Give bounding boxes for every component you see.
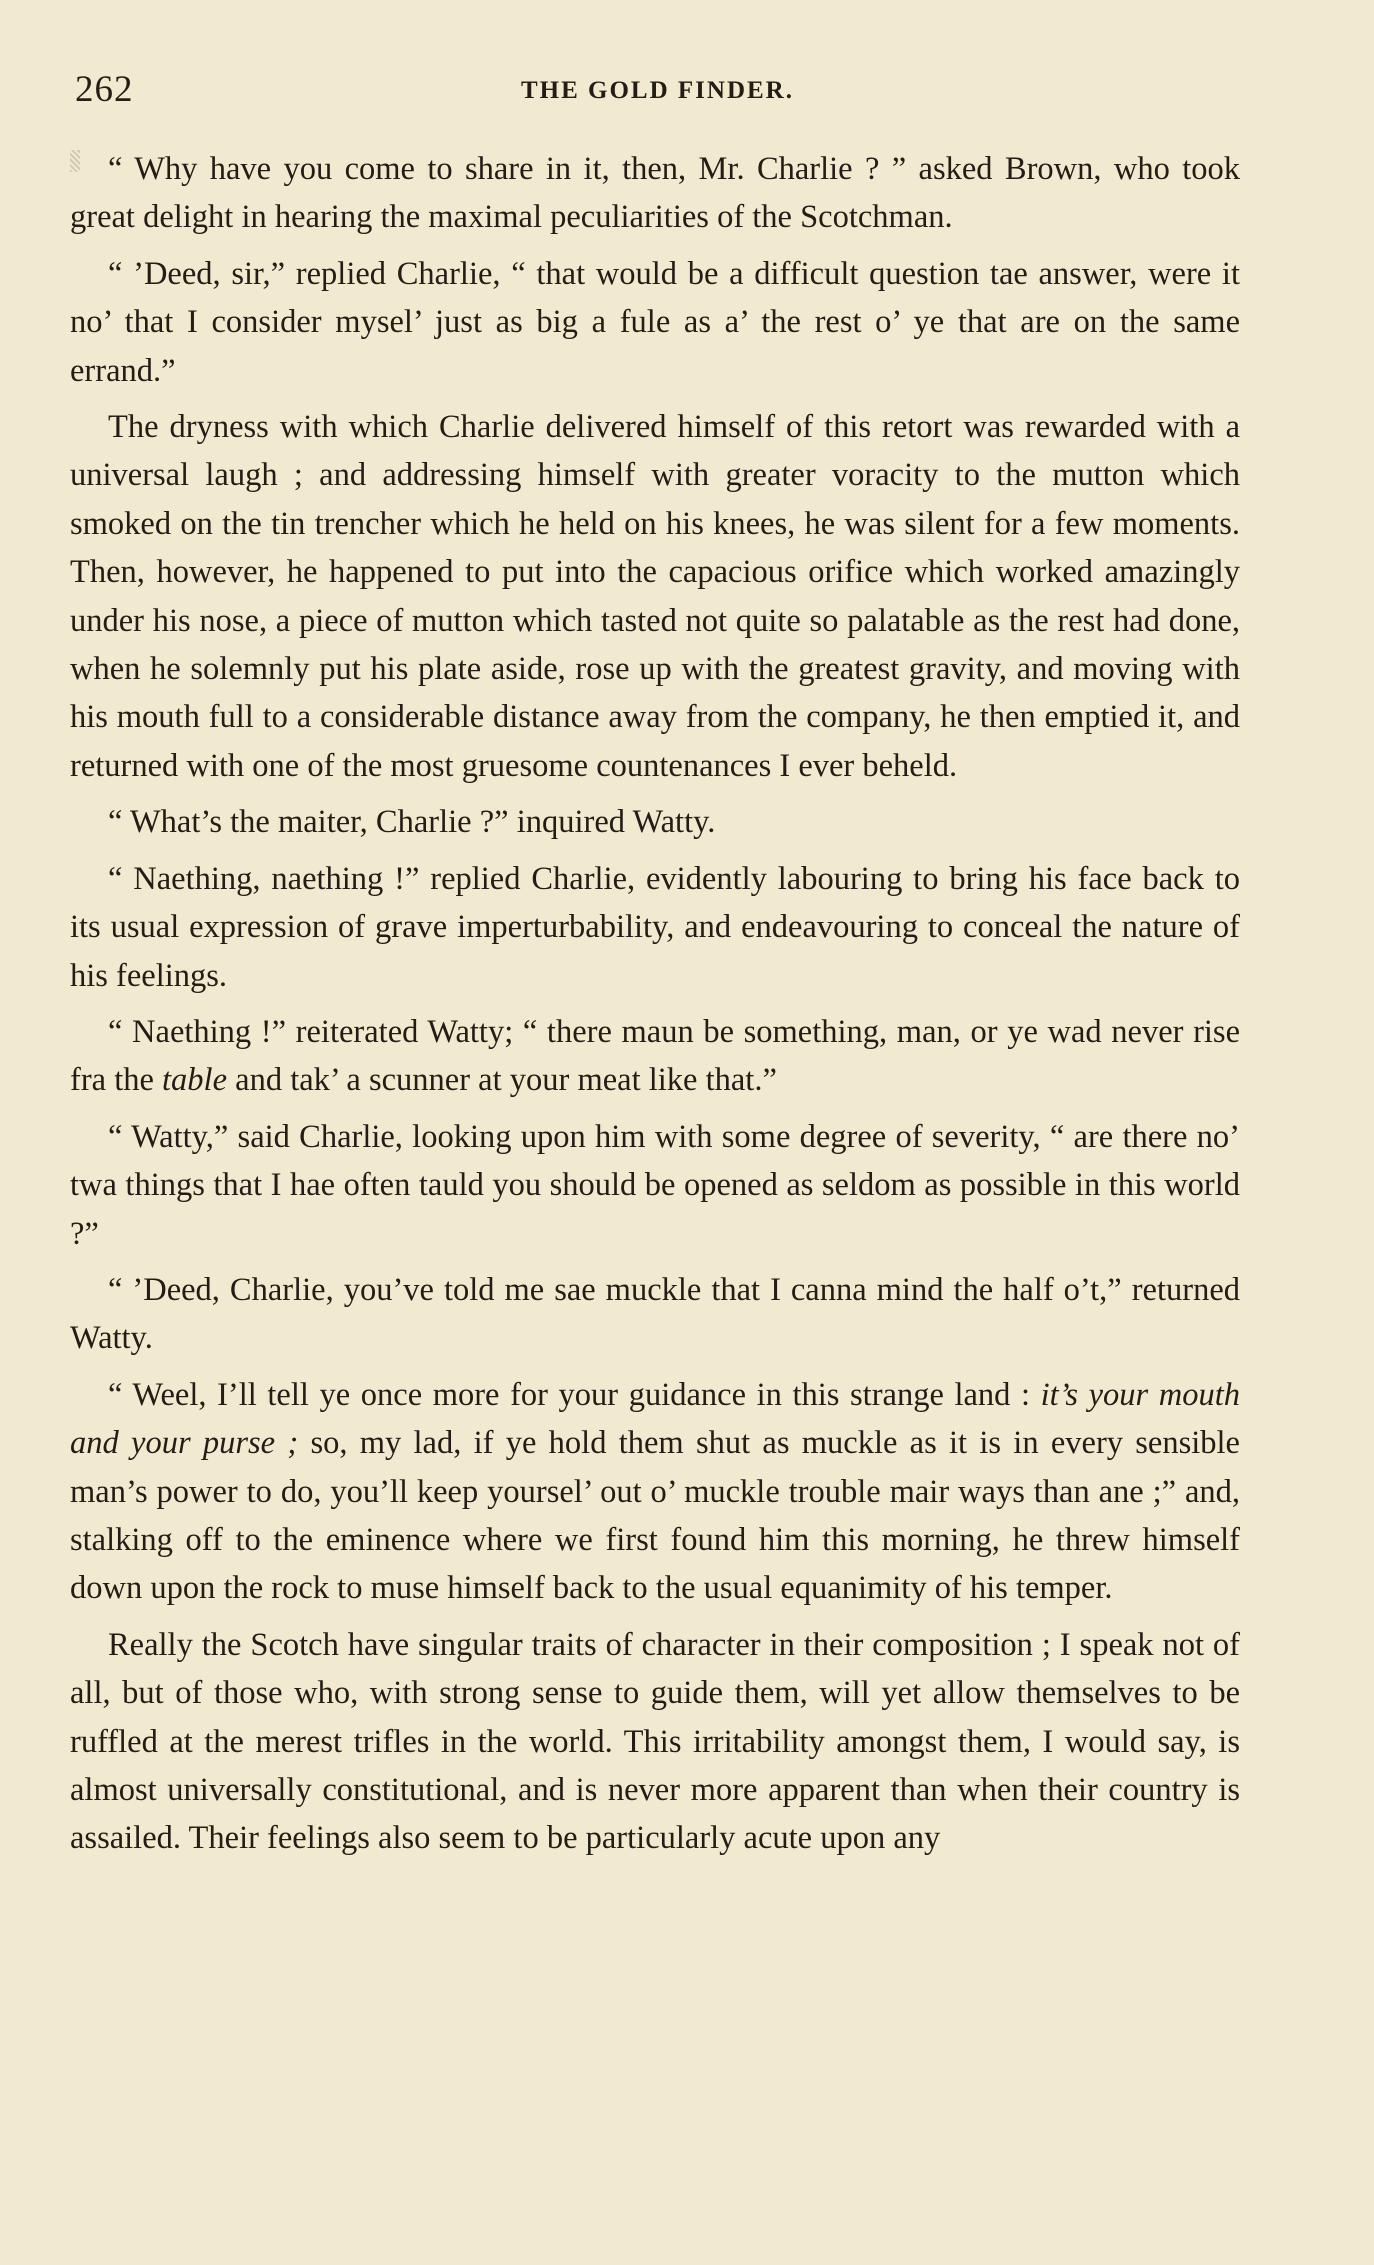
paragraph-6-italic: table bbox=[162, 1062, 228, 1099]
paragraph-3: The dryness with which Charlie delivered himself of this retort was rewarded with a universal laugh ; and addressing himself with greater voracity to the mutton which smoked on the tin trencher which he held on his knees, he was silent for a few moments. Then, however, he happened to put into the capacious orifice which worked amazingly under his nose, a piece of mutton which tasted not quite so palatable as the rest had done, when he solemnly put his plate aside, rose up with the greatest gravity, and moving with his mouth full to a considerable distance away from the company, he then emptied it, and returned with one of the most gruesome countenances I ever beheld. bbox=[70, 409, 1240, 784]
paragraph-6 bbox=[70, 1008, 1240, 1105]
paragraph-9-italic: it’s your mouth and your purse ; bbox=[70, 1376, 1241, 1462]
paragraph-9-text-b: so, my lad, if ye hold them shut as muckle as it is in every sensible man’s power to do, you’ll keep yoursel’ out o’ muckle trouble mair ways than ane ;” and, stalking off to the eminence where we first found him this morning, he threw himself down upon the rock to muse himself back to the usual equanimity of his temper. bbox=[70, 1425, 1240, 1607]
paragraph-2: “ ’Deed, sir,” replied Charlie, “ that would be a difficult question tae answer, were it no’ that I consider mysel’ just as big a fule as a’ the rest o’ ye that are on the same errand.” bbox=[70, 255, 1240, 389]
paragraph-7: “ Watty,” said Charlie, looking upon him with some degree of severity, “ are there no’ twa things that I hae often tauld you should be opened as seldom as possible in this world ?” bbox=[70, 1118, 1240, 1252]
paragraph-8: “ ’Deed, Charlie, you’ve told me sae muckle that I canna mind the half o’t,” returned Watty. bbox=[70, 1271, 1240, 1357]
running-title: THE GOLD FINDER. bbox=[520, 77, 794, 104]
paragraph-1: “ Why have you come to share in it, then, Mr. Charlie ? ” asked Brown, who took great delight in hearing the maximal peculiarities of the Scotchman. bbox=[70, 151, 1240, 236]
paragraph-6-text-b: and tak’ a scunner at your meat like that.” bbox=[227, 1062, 777, 1099]
body-text bbox=[70, 137, 1240, 1863]
page-number: 262 bbox=[75, 69, 134, 110]
paragraph-10: Really the Scotch have singular traits of character in their composition ; I speak not of all, but of those who, with strong sense to guide them, will yet allow themselves to be ruffled at the merest trifles in the world. This irritability amongst them, I would say, is almost universally constitutional, and is never more apparent than when their country is assailed. Their feelings also seem to be particularly acute upon any bbox=[70, 1626, 1240, 1857]
paragraph-9-text-a: “ Weel, I’ll tell ye once more for your guidance in this strange land : bbox=[108, 1376, 1041, 1413]
paragraph-4: “ What’s the maiter, Charlie ?” inquired Watty. bbox=[108, 804, 716, 841]
paragraph-5: “ Naething, naething !” replied Charlie, evidently labouring to bring his face back to its usual expression of grave imperturbability, and endeavouring to conceal the nature of his feelings. bbox=[70, 860, 1240, 994]
paragraph-6-text-a: “ Naething !” reiterated Watty; “ there maun be something, man, or ye wad never rise fra the bbox=[70, 1013, 1240, 1099]
paragraph-9 bbox=[70, 1371, 1240, 1613]
page-header bbox=[75, 68, 1240, 118]
